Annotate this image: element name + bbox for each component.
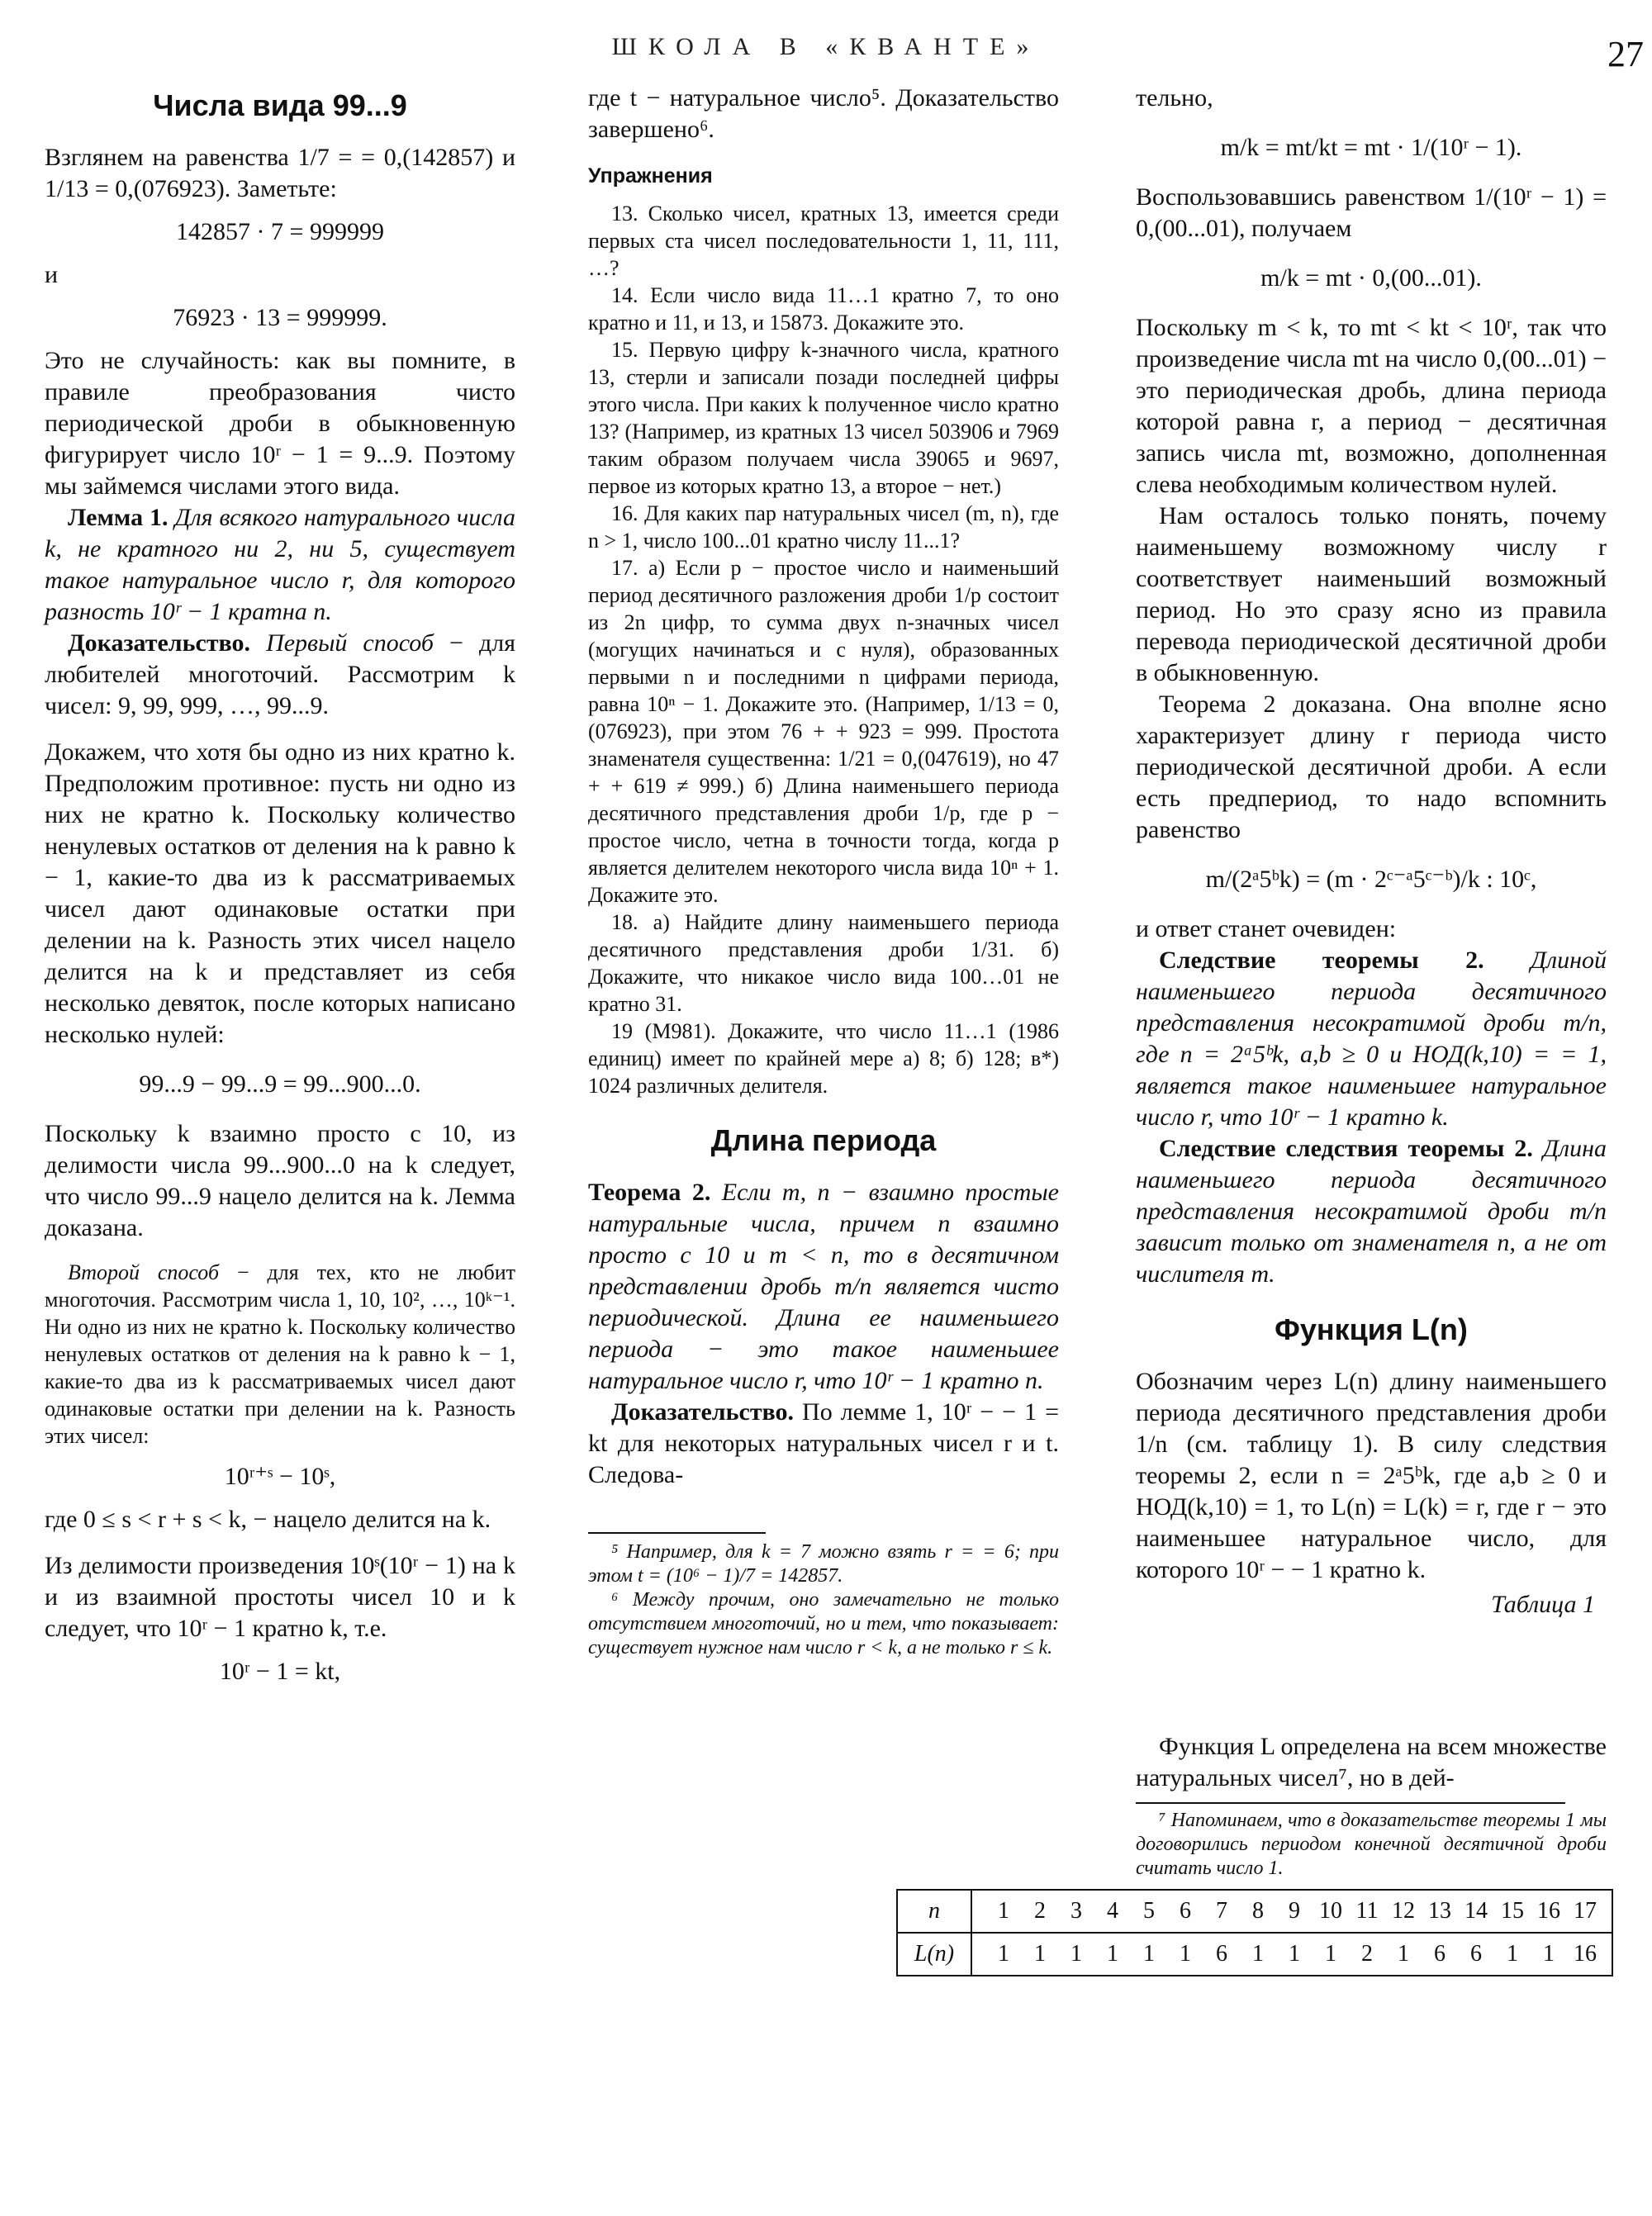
table-cell-n-8: 8	[1252, 1898, 1264, 1924]
equation: 142857 · 7 = 999999	[176, 218, 384, 245]
exercise-13: 13. Сколько чисел, кратных 13, имеется среди первых ста чисел последовательности 1, 11, 111, …?	[588, 202, 1059, 280]
table-cell-n-12: 12	[1392, 1898, 1415, 1924]
table-caption: Таблица 1	[1491, 1591, 1595, 1618]
paragraph: Теорема 2 доказана. Она вполне ясно характеризует длину r периода чисто периодической десятичной дроби. А если есть предпериод, то надо вспомнить равенство	[1136, 690, 1607, 843]
table-cell-L-2: 1	[1034, 1941, 1046, 1967]
proof-text: По лемме 1, 10ʳ − − 1 = kt для некоторых натуральных чисел r и t. Следова-	[588, 1398, 1059, 1488]
table-cell-L-14: 6	[1470, 1941, 1482, 1967]
equation: m/k = mt/kt = mt · 1/(10ʳ − 1).	[1220, 134, 1522, 161]
table-cell-n-16: 16	[1537, 1898, 1560, 1924]
table-row-L-values	[972, 1941, 1612, 1967]
equation: m/k = mt · 0,(00...01).	[1260, 264, 1482, 292]
table-cell-n-15: 15	[1501, 1898, 1524, 1924]
proof-text: − для любителей многоточий. Рассмотрим k чисел: 9, 99, 999, …, 99...9.	[45, 629, 515, 719]
table-cell-n-7: 7	[1216, 1898, 1227, 1924]
running-head: ШКОЛА В «КВАНТЕ»	[611, 33, 1041, 60]
table-cell-L-9: 1	[1289, 1941, 1300, 1967]
table-cell-n-5: 5	[1143, 1898, 1155, 1924]
table-row	[897, 1890, 1612, 1933]
paragraph: Воспользовавшись равенством 1/(10ʳ − 1) = 0,(00...01), получаем	[1136, 183, 1607, 242]
paragraph	[45, 1259, 515, 1450]
corollary-label: Следствие теоремы 2.	[1159, 947, 1484, 974]
theorem-2	[588, 1177, 1059, 1397]
column-1	[45, 83, 515, 1699]
paragraph: Из делимости произведения 10ˢ(10ʳ − 1) на k и из взаимной простоты чисел 10 и k следует, что 10ʳ − 1 кратно k, т.е.	[45, 1552, 515, 1642]
table-cell-n-13: 13	[1428, 1898, 1451, 1924]
second-method-text: − для тех, кто не любит многоточия. Рассмотрим числа 1, 10, 10², …, 10ᵏ⁻¹. Ни одно из них не кратно k. Поскольку количество ненулевых остатков от деления на k равно k − 1, какие-то два из k рассматриваемых чисел дают одинаковые остатки при делении на k. Разность этих чисел:	[45, 1260, 515, 1448]
table-cell-L-13: 6	[1434, 1941, 1446, 1967]
table-header-L: L(n)	[897, 1933, 971, 1976]
equation: m/(2ᵃ5ᵇk) = (m · 2ᶜ⁻ᵃ5ᶜ⁻ᵇ)/k : 10ᶜ,	[1205, 866, 1537, 893]
table-cell-n-6: 6	[1180, 1898, 1191, 1924]
exercise-16: 16. Для каких пар натуральных чисел (m, n), где n > 1, число 100...01 кратно числу 11...1?	[588, 501, 1059, 553]
table-1	[896, 1889, 1613, 1976]
table-cell-L-4: 1	[1107, 1941, 1118, 1967]
table-header-n: n	[897, 1890, 971, 1933]
paragraph: где 0 ≤ s < r + s < k, − нацело делится на k.	[45, 1506, 491, 1533]
paragraph: Докажем, что хотя бы одно из них кратно k. Предположим противное: пусть ни одно из них не кратно k. Поскольку количество ненулевых остатков от деления на k равно k − 1, какие-то два из k рассматриваемых чисел дают одинаковые остатки при делении на k. Разность этих чисел нацело делится на k и представляет из себя несколько девяток, после которых написано несколько нулей:	[45, 738, 515, 1048]
paragraph: Поскольку k взаимно просто с 10, из делимости числа 99...900...0 на k следует, что число 99...9 нацело делится на k. Лемма доказана.	[45, 1120, 515, 1241]
exercise-18: 18. а) Найдите длину наименьшего периода десятичного представления дроби 1/31. б) Докажите, что никакое число вида 100…01 не кратно 31.	[588, 910, 1059, 1016]
paragraph: Это не случайность: как вы помните, в правиле преобразования чисто периодической дроби в обыкновенную фигурирует число 10ʳ − 1 = 9...9. Поэтому мы займемся числами этого вида.	[45, 347, 515, 500]
proof	[588, 1397, 1059, 1491]
exercises-title: Упражнения	[588, 164, 713, 187]
column-3	[1136, 83, 1607, 1881]
table-cell-L-17: 16	[1574, 1941, 1597, 1967]
table-cell-n-11: 11	[1355, 1898, 1379, 1924]
lemma-1	[45, 502, 515, 628]
paragraph: тельно,	[1136, 84, 1213, 112]
page-number: 27	[1607, 34, 1644, 74]
paragraph: где t − натуральное число⁵. Доказательство завершено⁶.	[588, 84, 1059, 143]
table-cell-n-1: 1	[998, 1898, 1009, 1924]
paragraph: и ответ станет очевиден:	[1136, 915, 1397, 942]
equation: 10ʳ − 1 = kt,	[219, 1658, 341, 1685]
corollary-text: Длиной наименьшего периода десятичного представления несократимой дроби m/n, где n = 2ᵃ5ᵇk, a,b ≥ 0 и НОД(k,10) = = 1, является такое наименьшее натуральное число r, что 10ʳ − 1 кратно k.	[1136, 947, 1607, 1131]
equation: 99...9 − 99...9 = 99...900...0.	[139, 1070, 421, 1098]
table-cell-n-10: 10	[1319, 1898, 1342, 1924]
table-cell-L-16: 1	[1543, 1941, 1555, 1967]
theorem-text: Если m, n − взаимно простые натуральные числа, причем n взаимно просто с 10 и m < n, то в десятичном представлении дробь m/n является чисто периодической. Длина ее наименьшего периода − это такое наименьшее натуральное число r, что 10ʳ − 1 кратно n.	[588, 1179, 1059, 1394]
corollary2-text: Длина наименьшего периода десятичного представления несократимой дроби m/n зависит только от знаменателя n, а не от числителя m.	[1136, 1135, 1607, 1288]
footnote-5: ⁵ Например, для k = 7 можно взять r = = 6; при этом t = (10⁶ − 1)/7 = 142857.	[588, 1541, 1059, 1587]
proof	[45, 628, 515, 722]
corollary	[1136, 945, 1607, 1133]
section-title-period-length: Длина периода	[710, 1123, 937, 1157]
table-cell-L-10: 1	[1325, 1941, 1336, 1967]
lemma-label: Лемма 1.	[68, 504, 169, 531]
table-cell-n-4: 4	[1107, 1898, 1118, 1924]
table-row-n-values	[972, 1898, 1612, 1924]
table-cell-n-14: 14	[1464, 1898, 1488, 1924]
paragraph: Поскольку m < k, то mt < kt < 10ʳ, так что произведение числа mt на число 0,(00...01) − это периодическая дробь, длина периода которой равна r, а период − десятичная запись числа mt, возможно, дополненная слева необходимым количеством нулей.	[1136, 314, 1607, 498]
table-cell-n-3: 3	[1070, 1898, 1082, 1924]
footnote-rule	[588, 1532, 766, 1534]
paragraph: Функция L определена на всем множестве натуральных чисел⁷, но в дей-	[1136, 1733, 1607, 1791]
second-method-label: Второй способ	[68, 1260, 220, 1284]
paragraph: Взглянем на равенства 1/7 = = 0,(142857) и 1/13 = 0,(076923). Заметьте:	[45, 144, 515, 202]
table-cell-L-7: 6	[1216, 1941, 1227, 1967]
table-cell-n-2: 2	[1034, 1898, 1046, 1924]
conjunction: и	[45, 261, 59, 288]
corollary2-label: Следствие следствия теоремы 2.	[1159, 1135, 1533, 1162]
exercise-19: 19 (М981). Докажите, что число 11…1 (1986 единиц) имеет по крайней мере а) 8; б) 128; в*) 1024 различных делителя.	[588, 1019, 1059, 1098]
table-cell-L-5: 1	[1143, 1941, 1155, 1967]
table-cell-L-6: 1	[1180, 1941, 1191, 1967]
exercise-14: 14. Если число вида 11…1 кратно 7, то оно кратно и 11, и 13, и 15873. Докажите это.	[588, 283, 1059, 335]
table-cell-n-17: 17	[1574, 1898, 1597, 1924]
lemma-text: Для всякого натурального числа k, не кратного ни 2, ни 5, существует такое натуральное число r, для которого разность 10ʳ − 1 кратна n.	[45, 504, 515, 625]
table-cell-L-1: 1	[998, 1941, 1009, 1967]
footnote-7: ⁷ Напоминаем, что в доказательстве теоремы 1 мы договорились периодом конечной десятичной дроби считать число 1.	[1136, 1810, 1607, 1879]
paragraph: Обозначим через L(n) длину наименьшего периода десятичного представления дроби 1/n (см. таблицу 1). В силу следствия теоремы 2, если n = 2ᵃ5ᵇk, где a,b ≥ 0 и НОД(k,10) = 1, то L(n) = L(k) = r, где r − это наименьшее натуральное число, для которого 10ʳ − − 1 кратно k.	[1136, 1368, 1607, 1583]
table-cell-n-9: 9	[1289, 1898, 1300, 1924]
equation: 10ʳ⁺ˢ − 10ˢ,	[224, 1463, 336, 1490]
theorem-label: Теорема 2.	[588, 1179, 711, 1206]
table-cell-L-11: 2	[1361, 1941, 1373, 1967]
table-cell-L-3: 1	[1070, 1941, 1082, 1967]
table-cell-L-15: 1	[1507, 1941, 1518, 1967]
exercise-17: 17. а) Если p − простое число и наименьший период десятичного разложения дроби 1/p состоит из 2n цифр, то сумма двух n-значных чисел (могущих начинаться и с нуля), образованных первыми n и последними n цифрами периода, равна 10ⁿ − 1. Докажите это. (Например, 1/13 = 0,(076923), при этом 76 + + 923 = 999. Простота знаменателя существенна: 1/21 = 0,(047619), но 47 + + 619 ≠ 999.) б) Длина наименьшего периода десятичного представления дроби 1/p, где p − простое число, четна в точности тогда, когда p является делителем некоторого числа вида 10ⁿ + 1. Докажите это.	[588, 556, 1059, 907]
section-title-numbers-99: Числа вида 99...9	[153, 88, 407, 122]
table-row	[897, 1933, 1612, 1976]
proof-label: Доказательство.	[68, 629, 251, 657]
column-2	[588, 83, 1059, 1660]
table-cell-L-12: 1	[1398, 1941, 1409, 1967]
exercise-15: 15. Первую цифру k-значного числа, кратного 13, стерли и записали позади последней цифры этого числа. При каких k полученное число кратно 13? (Например, из кратных 13 чисел 503906 и 7969 таким образом получаем числа 39065 и 9697, первое из которых кратно 13, а второе − нет.)	[588, 338, 1059, 498]
proof-method: Первый способ	[250, 629, 434, 657]
paragraph: Нам осталось только понять, почему наименьшему возможному числу r соответствует наименьший возможный период. Но это сразу ясно из правила перевода периодической десятичной дроби в обыкновенную.	[1136, 502, 1607, 686]
equation: 76923 · 13 = 999999.	[173, 304, 387, 331]
section-title-function-L: Функция L(n)	[1275, 1312, 1468, 1346]
proof-label: Доказательство.	[611, 1398, 795, 1426]
footnote-6: ⁶ Между прочим, оно замечательно не только отсутствием многоточий, но и тем, что показывает: существует нужное нам число r < k, а не только r ≤ k.	[588, 1589, 1059, 1658]
table-cell-L-8: 1	[1252, 1941, 1264, 1967]
corollary-of-corollary	[1136, 1133, 1607, 1290]
footnote-rule	[1136, 1802, 1565, 1804]
